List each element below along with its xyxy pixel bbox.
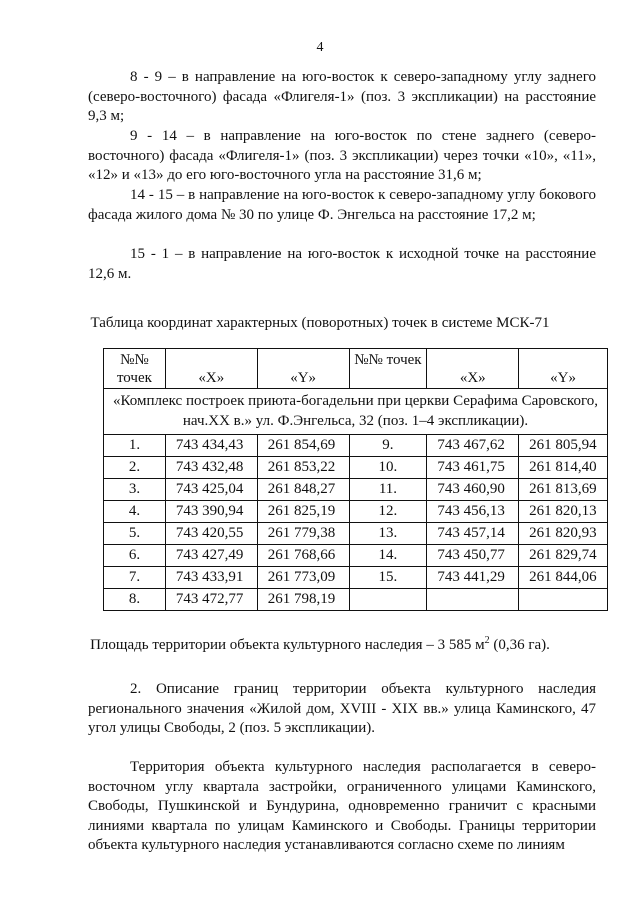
- x-value: 743 434,43: [165, 435, 257, 457]
- point-number: 12.: [349, 501, 427, 523]
- point-number: 5.: [104, 523, 166, 545]
- paragraph-9-14: 9 - 14 – в направление на юго-восток по стене заднего (северо-восточного) фасада «Флигеля-1» (поз. 3 экспликации) через точки «10», «11», «12» и «13» до его юго-восточного угла на расстояние 31,6 м;: [88, 128, 596, 183]
- point-number: [349, 589, 427, 611]
- paragraph-14-15: 14 - 15 – в направление на юго-восток к северо-западному углу бокового фасада жилого дома № 30 по улице Ф. Энгельса на расстояние 17,2 м;: [88, 187, 596, 223]
- table-row: [104, 545, 608, 567]
- y-value: 261 820,93: [519, 523, 608, 545]
- y-value: 261 854,69: [257, 435, 349, 457]
- x-value: 743 433,91: [165, 567, 257, 589]
- point-number: 4.: [104, 501, 166, 523]
- point-number: 9.: [349, 435, 427, 457]
- point-number: 15.: [349, 567, 427, 589]
- y-value: 261 768,66: [257, 545, 349, 567]
- y-value: 261 825,19: [257, 501, 349, 523]
- point-number: 2.: [104, 457, 166, 479]
- x-value: 743 390,94: [165, 501, 257, 523]
- y-value: 261 848,27: [257, 479, 349, 501]
- y-value: 261 814,40: [519, 457, 608, 479]
- table-row: [104, 589, 608, 611]
- point-number: 13.: [349, 523, 427, 545]
- paragraph-15-1: 15 - 1 – в направление на юго-восток к исходной точке на расстояние 12,6 м.: [88, 246, 596, 282]
- table-header-row: [104, 349, 608, 389]
- x-value: 743 461,75: [427, 457, 519, 479]
- table-row: [104, 523, 608, 545]
- page-number: 4: [316, 40, 324, 55]
- coordinates-table: [103, 348, 608, 611]
- area-unit-superscript: 2: [484, 635, 490, 646]
- header-x-2: «X»: [427, 349, 519, 389]
- x-value: 743 432,48: [165, 457, 257, 479]
- point-number: 10.: [349, 457, 427, 479]
- header-y-2: «Y»: [519, 349, 608, 389]
- x-value: 743 467,62: [427, 435, 519, 457]
- y-value: 261 773,09: [257, 567, 349, 589]
- paragraph-8-9: 8 - 9 – в направление на юго-восток к северо-западному углу заднего (северо-восточного) фасада «Флигеля-1» (поз. 3 экспликации) на расстояние 9,3 м;: [88, 69, 596, 124]
- section-2-heading: 2. Описание границ территории объекта культурного наследия регионального значения «Жилой дом, XVIII - XIX вв.» улица Каминского, 47 угол улицы Свободы, 2 (поз. 5 экспликации).: [88, 681, 596, 736]
- point-number: 1.: [104, 435, 166, 457]
- point-number: 6.: [104, 545, 166, 567]
- header-point-number-2: №№ точек: [349, 349, 427, 389]
- x-value: 743 425,04: [165, 479, 257, 501]
- header-y: «Y»: [257, 349, 349, 389]
- table-row: [104, 457, 608, 479]
- group-title: «Комплекс построек приюта-богадельни при церкви Серафима Саровского, нач.XX в.» ул. Ф.Энгельса, 32 (поз. 1–4 экспликации).: [104, 389, 608, 435]
- table-row: [104, 501, 608, 523]
- y-value: 261 805,94: [519, 435, 608, 457]
- x-value: 743 427,49: [165, 545, 257, 567]
- area-statement: Площадь территории объекта культурного наследия – 3 585 $м^2$ (0,36 га).: [90, 635, 550, 653]
- y-value: 261 820,13: [519, 501, 608, 523]
- y-value: 261 853,22: [257, 457, 349, 479]
- point-number: 14.: [349, 545, 427, 567]
- x-value: 743 457,14: [427, 523, 519, 545]
- table-row: [104, 435, 608, 457]
- point-number: 3.: [104, 479, 166, 501]
- x-value: 743 441,29: [427, 567, 519, 589]
- y-value: 261 844,06: [519, 567, 608, 589]
- header-point-number: №№ точек: [104, 349, 166, 389]
- table-row: [104, 479, 608, 501]
- x-value: 743 456,13: [427, 501, 519, 523]
- table-caption: Таблица координат характерных (поворотных) точек в системе МСК-71: [90, 315, 550, 331]
- y-value: [519, 589, 608, 611]
- section-2-body: Территория объекта культурного наследия располагается в северо-восточном углу квартала застройки, ограниченного улицами Каминского, Свободы, Пушкинской и Бундурина, одновременно граничит с красными линиями квартала по улицам Каминского и Свободы. Границы территории объекта культурного наследия устанавливаются согласно схеме по линиям: [88, 759, 596, 853]
- x-value: 743 450,77: [427, 545, 519, 567]
- table-group-row: [104, 389, 608, 435]
- y-value: 261 798,19: [257, 589, 349, 611]
- y-value: 261 829,74: [519, 545, 608, 567]
- point-number: 7.: [104, 567, 166, 589]
- table-row: [104, 567, 608, 589]
- y-value: 261 779,38: [257, 523, 349, 545]
- header-x: «X»: [165, 349, 257, 389]
- point-number: 8.: [104, 589, 166, 611]
- x-value: 743 460,90: [427, 479, 519, 501]
- point-number: 11.: [349, 479, 427, 501]
- x-value: 743 420,55: [165, 523, 257, 545]
- x-value: [427, 589, 519, 611]
- y-value: 261 813,69: [519, 479, 608, 501]
- x-value: 743 472,77: [165, 589, 257, 611]
